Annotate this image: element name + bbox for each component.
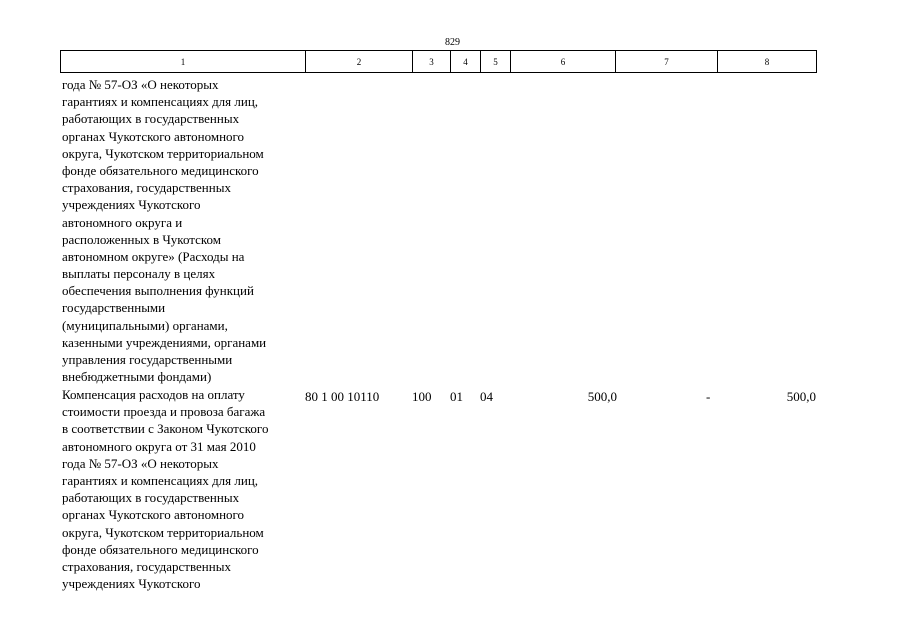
header-col-3: 3 [413,51,451,73]
text-line: гарантиях и компенсациях для лиц, [62,472,259,488]
cell-code: 80 1 00 10110 [305,389,380,404]
text-line: органах Чукотского автономного [62,128,245,144]
text-line: (муниципальными) органами, [62,317,228,333]
text-line: государственными [62,300,166,316]
header-col-2: 2 [306,51,413,73]
text-line: органах Чукотского автономного [62,507,245,523]
text-line: автономного округа и [62,214,183,230]
text-line: расположенных в Чукотском [62,231,222,247]
text-line: автономном округе» (Расходы на [62,248,245,264]
text-line: работающих в государственных [62,490,240,506]
text-line: года № 57-ОЗ «О некоторых [62,77,219,92]
text-line: Компенсация расходов на оплату [62,387,245,402]
text-line: года № 57-ОЗ «О некоторых [62,455,219,471]
cell-section: 01 [450,389,463,404]
page-number: 829 [445,37,460,48]
cell-change: - [706,389,711,404]
cell-subsection: 04 [480,389,493,404]
header-col-6: 6 [511,51,616,73]
header-col-7: 7 [616,51,718,73]
table-header [60,50,817,73]
description-block-1 [62,76,307,385]
header-col-1: 1 [61,51,306,73]
text-line: страхования, государственных [62,180,231,196]
text-line: казенными учреждениями, органами [62,334,267,350]
text-line: учреждениях Чукотского [62,576,201,592]
text-line: стоимости проезда и провоза багажа [62,404,266,420]
header-col-5: 5 [481,51,511,73]
cell-total: 500,0 [786,389,816,404]
text-line: округа, Чукотском территориальном [62,524,264,540]
text-line: автономного округа от 31 мая 2010 [62,438,256,454]
text-line: работающих в государственных [62,111,240,127]
text-line: выплаты персоналу в целях [62,266,216,282]
text-line: внебюджетными фондами) [62,369,212,385]
text-line: фонде обязательного медицинского [62,162,259,178]
text-line: фонде обязательного медицинского [62,541,259,557]
description-block-2 [62,386,307,592]
text-line: округа, Чукотском территориальном [62,145,264,161]
text-line: страхования, государственных [62,558,231,574]
header-col-4: 4 [451,51,481,73]
text-line: гарантиях и компенсациях для лиц, [62,94,259,110]
text-line: учреждениях Чукотского [62,197,201,213]
header-col-8: 8 [718,51,817,73]
text-line: в соответствии с Законом Чукотского [62,421,269,437]
header-row [61,51,817,73]
cell-type: 100 [412,389,432,404]
cell-amount: 500,0 [587,389,617,404]
text-line: обеспечения выполнения функций [62,283,254,299]
text-line: управления государственными [62,352,233,367]
